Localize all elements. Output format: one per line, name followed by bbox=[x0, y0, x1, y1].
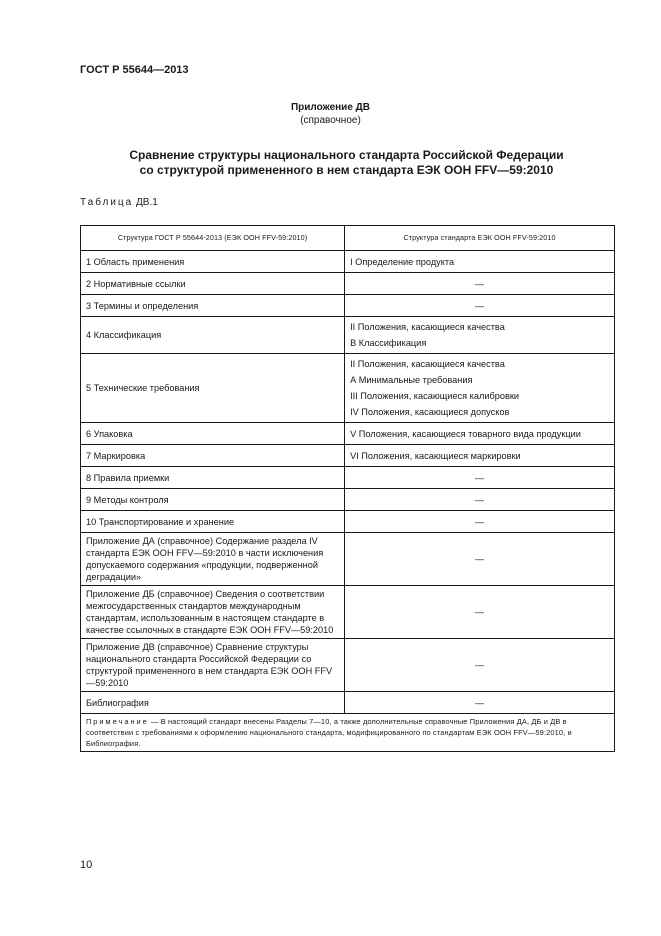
table-row bbox=[81, 511, 615, 533]
table-row bbox=[81, 317, 615, 354]
structure-unece-cell: — bbox=[345, 533, 615, 586]
annex-subtitle: (справочное) bbox=[300, 115, 361, 126]
structure-unece-cell: I Определение продукта bbox=[345, 251, 615, 273]
structure-comparison-table bbox=[80, 225, 615, 752]
table-caption bbox=[80, 197, 158, 208]
structure-gost-cell: 5 Технические требования bbox=[81, 354, 345, 423]
structure-unece-cell: — bbox=[345, 511, 615, 533]
structure-unece-cell: — bbox=[345, 489, 615, 511]
structure-unece-cell: V Положения, касающиеся товарного вида продукции bbox=[345, 423, 615, 445]
structure-unece-cell bbox=[345, 354, 615, 423]
table-note-row bbox=[81, 714, 615, 752]
table-row bbox=[81, 489, 615, 511]
structure-gost-cell: Приложение ДБ (справочное) Сведения о соответствии межгосударственных стандартов международным стандартам, использованным в настоящем стандарте в качестве ссылочных в стандарте ЕЭК ООН FFV—59:2010 bbox=[81, 586, 345, 639]
table-row bbox=[81, 354, 615, 423]
table-row bbox=[81, 692, 615, 714]
table-caption-number: ДВ.1 bbox=[136, 197, 158, 208]
table-body bbox=[81, 251, 615, 714]
structure-unece-cell: VI Положения, касающиеся маркировки bbox=[345, 445, 615, 467]
structure-unece-cell: — bbox=[345, 273, 615, 295]
structure-gost-cell: Приложение ДВ (справочное) Сравнение структуры национального стандарта Российской Федерации со структурой примененного в нем стандарта ЕЭК ООН FFV—59:2010 bbox=[81, 639, 345, 692]
structure-unece-line: IV Положения, касающиеся допусков bbox=[350, 407, 510, 417]
table-row bbox=[81, 586, 615, 639]
structure-gost-cell: 8 Правила приемки bbox=[81, 467, 345, 489]
table-row bbox=[81, 445, 615, 467]
table-row bbox=[81, 467, 615, 489]
column-header-left: Структура ГОСТ Р 55644-2013 (ЕЭК ООН FFV-59:2010) bbox=[81, 226, 345, 251]
page-title-line-2: со структурой примененного в нем стандарта ЕЭК ООН FFV—59:2010 bbox=[139, 163, 554, 177]
structure-unece-line: А Минимальные требования bbox=[350, 375, 473, 385]
structure-unece-cell bbox=[345, 317, 615, 354]
structure-unece-line: II Положения, касающиеся качества bbox=[350, 322, 505, 332]
structure-unece-cell: — bbox=[345, 639, 615, 692]
table-row bbox=[81, 273, 615, 295]
table-row bbox=[81, 295, 615, 317]
table-note bbox=[81, 714, 615, 752]
structure-gost-cell: 9 Методы контроля bbox=[81, 489, 345, 511]
structure-unece-cell: — bbox=[345, 586, 615, 639]
structure-gost-cell: 2 Нормативные ссылки bbox=[81, 273, 345, 295]
column-header-right: Структура стандарта ЕЭК ООН FFV-59:2010 bbox=[345, 226, 615, 251]
structure-gost-cell: 7 Маркировка bbox=[81, 445, 345, 467]
structure-unece-line: II Положения, касающиеся качества bbox=[350, 359, 505, 369]
document-id: ГОСТ Р 55644—2013 bbox=[80, 64, 189, 76]
structure-unece-line: В Классификация bbox=[350, 338, 427, 348]
structure-gost-cell: 4 Классификация bbox=[81, 317, 345, 354]
structure-gost-cell: 1 Область применения bbox=[81, 251, 345, 273]
structure-gost-cell: 3 Термины и определения bbox=[81, 295, 345, 317]
structure-unece-cell: — bbox=[345, 295, 615, 317]
structure-gost-cell: Приложение ДА (справочное) Содержание раздела IV стандарта ЕЭК ООН FFV—59:2010 в части исключения допускаемого содержания «продукции, подверженной деградации» bbox=[81, 533, 345, 586]
table-row bbox=[81, 533, 615, 586]
structure-unece-line: III Положения, касающиеся калибровки bbox=[350, 391, 519, 401]
structure-gost-cell: Библиография bbox=[81, 692, 345, 714]
note-label: Примечание bbox=[86, 717, 149, 726]
structure-gost-cell: 10 Транспортирование и хранение bbox=[81, 511, 345, 533]
table-header-row bbox=[81, 226, 615, 251]
page-title-line-1: Сравнение структуры национального стандарта Российской Федерации bbox=[129, 148, 564, 162]
page-number: 10 bbox=[80, 859, 93, 871]
annex-title: Приложение ДВ bbox=[290, 102, 371, 113]
page-title bbox=[40, 148, 653, 178]
structure-unece-cell: — bbox=[345, 467, 615, 489]
table-row bbox=[81, 423, 615, 445]
structure-gost-cell: 6 Упаковка bbox=[81, 423, 345, 445]
table-row bbox=[81, 639, 615, 692]
table-row bbox=[81, 251, 615, 273]
note-text: — В настоящий стандарт внесены Разделы 7—10, а также дополнительные справочные Приложения ДА, ДБ и ДВ в соответствии с требованиями к оформлению национального стандарта, модифицированного по стандартам ЕЭК ООН FFV—59:2010, и Библиография. bbox=[86, 717, 572, 748]
table-caption-label: Таблица bbox=[80, 197, 134, 208]
structure-unece-cell: — bbox=[345, 692, 615, 714]
